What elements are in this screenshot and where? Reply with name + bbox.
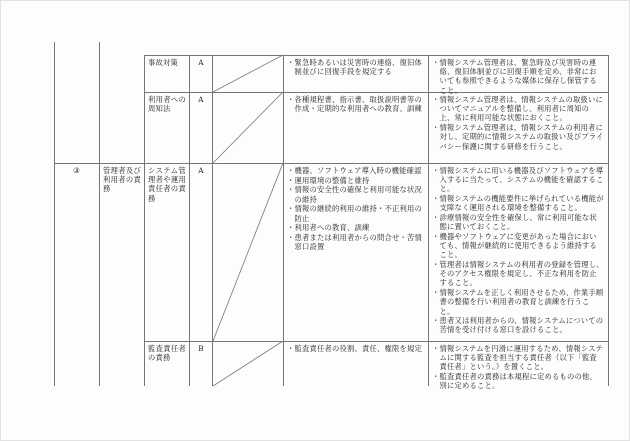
summary-list-accident bbox=[287, 58, 424, 77]
grade-cell-notification: A bbox=[198, 95, 204, 104]
bullet-item: ・情報の継続的利用の維持・不正利用の防止 bbox=[287, 204, 422, 223]
category-cell: 管理者及び利用者の責務 bbox=[103, 166, 141, 194]
bullet-item: ・緊急時あるいは災害時の連絡、復旧体制並びに回復手段を規定する bbox=[287, 58, 422, 77]
bullet-item: ・情報の安全性の確保と利用可能な状況の維持 bbox=[287, 185, 422, 204]
bullet-item: ・情報システム管理者は、緊急時及び災害時の連絡、復旧体制並びに回復手順を定め、非常においても参照できるような媒体に保存し保管すること。 bbox=[432, 58, 597, 95]
item-cell-notification: 利用者への周知法 bbox=[148, 95, 186, 114]
bullet-item: ・監査責任者の責務は本規程に定めるものの他、別に定めること。 bbox=[432, 372, 597, 391]
item-cell-auditor: 監査責任者の責務 bbox=[148, 344, 186, 363]
grade-cell-accident: A bbox=[198, 58, 204, 67]
bullet-item: ・情報システムに用いる機器及びソフトウェアを導入するに当たって、システムの機能を確認すること。 bbox=[432, 166, 604, 194]
detail-list-accident bbox=[432, 58, 604, 95]
detail-list-notification bbox=[432, 95, 604, 151]
section-number-cell: ③ bbox=[73, 166, 80, 175]
summary-list-sysadmin bbox=[287, 166, 424, 252]
detail-list-auditor bbox=[432, 344, 604, 391]
bullet-item: ・管理者は情報システムの利用者の登録を管理し、そのアクセス権限を規定し、不正な利用を防止すること。 bbox=[432, 260, 604, 288]
grade-cell-sysadmin: A bbox=[198, 166, 204, 175]
bullet-item: ・情報システムを円滑に運用するため、情報システムに関する監査を担当する責任者（以下「監査責任者」という。）を置くこと。 bbox=[432, 344, 604, 372]
bullet-item: ・診療情報の安全性を確保し、常に利用可能な状態に置いておくこと。 bbox=[432, 213, 597, 232]
bullet-item: ・患者または利用者からの問合せ・苦情窓口設置 bbox=[287, 232, 422, 252]
bullet-item: ・情報システムを正しく利用させるため、作業手順書の整備を行い利用者の教育と訓練を行うこと。 bbox=[432, 288, 604, 316]
bullet-item: ・機器やソフトウェアに変更があった場合においても、情報が継続的に使用できるよう維持すること。 bbox=[432, 231, 597, 260]
grade-cell-auditor: B bbox=[198, 344, 204, 353]
summary-list-notification bbox=[287, 95, 424, 114]
bullet-item: ・各種規程書、指示書、取扱説明書等の作成・定期的な利用者への教育、訓練 bbox=[287, 95, 422, 114]
detail-list-sysadmin bbox=[432, 166, 604, 335]
bullet-item: ・利用者への教育、訓練 bbox=[287, 223, 370, 233]
item-cell-accident: 事故対策 bbox=[148, 58, 178, 67]
bullet-item: ・患者又は利用者からの、情報システムについての苦情を受け付ける窓口を設けること。 bbox=[432, 316, 604, 335]
bullet-item: ・情報システムの機能要件に挙げられている機能が支障なく運用される環境を整備すること。 bbox=[432, 194, 604, 213]
bullet-item: ・機器、ソフトウェア導入時の機能確認 bbox=[287, 166, 422, 175]
summary-list-auditor bbox=[287, 344, 424, 354]
bullet-item: ・運用環境の整備と維持 bbox=[287, 175, 370, 185]
na-diagonal-slashes bbox=[213, 55, 283, 386]
bullet-item: ・情報システム管理者は、情報システムの利用者に対し、定期的に情報システムの取扱い及びプライバシー保護に関する研修を行うこと。 bbox=[432, 123, 604, 151]
bullet-item: ・情報システム管理者は、情報システムの取扱いについてマニュアルを整備し、利用者に周知の上、常に利用可能な状態におくこと。 bbox=[432, 95, 603, 123]
item-cell-sysadmin: システム管理者や運用責任者の責務 bbox=[148, 166, 186, 203]
bullet-item: ・監査責任者の役割、責任、権限を規定 bbox=[287, 344, 422, 353]
